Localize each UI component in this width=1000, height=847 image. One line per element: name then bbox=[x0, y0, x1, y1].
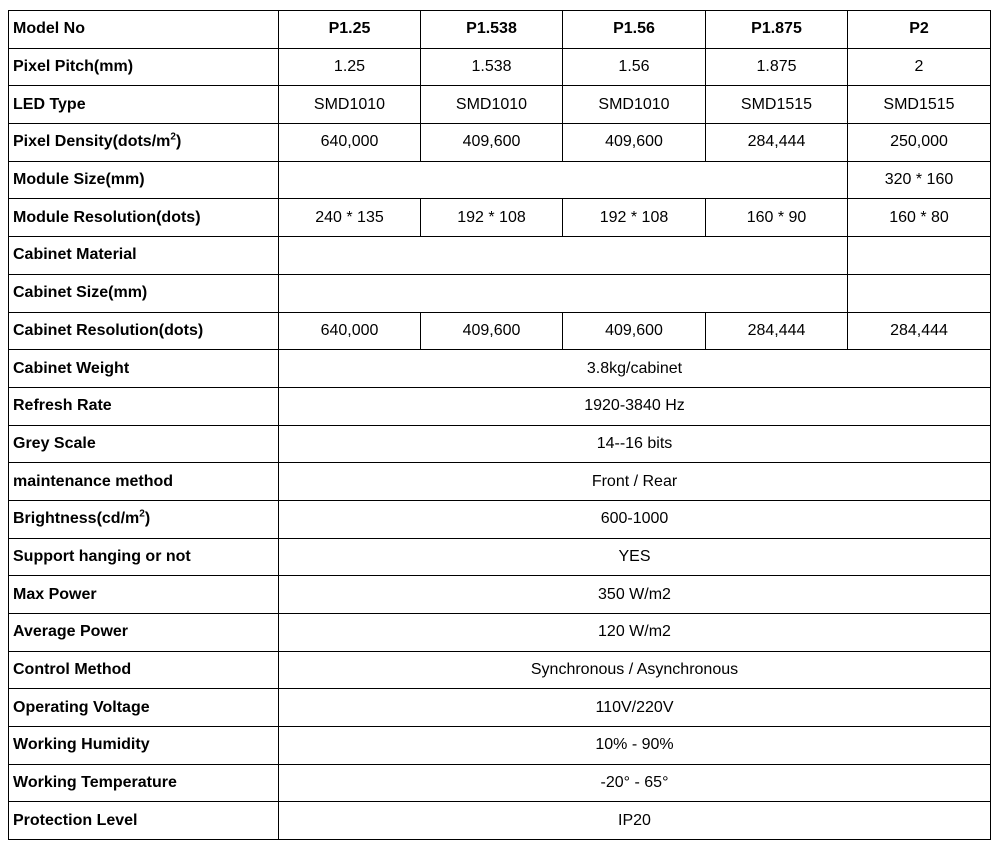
table-row bbox=[9, 727, 991, 765]
table-row bbox=[9, 802, 991, 840]
merged-cell: Front / Rear bbox=[279, 463, 991, 501]
row-label bbox=[9, 500, 279, 538]
merged-cell bbox=[279, 161, 848, 199]
table-row bbox=[9, 614, 991, 652]
table-cell: 284,444 bbox=[706, 124, 848, 162]
table-cell: 1.56 bbox=[563, 48, 706, 86]
merged-cell bbox=[279, 237, 848, 275]
superscript: 2 bbox=[170, 132, 176, 144]
model-no-label: Model No bbox=[9, 11, 279, 49]
table-row bbox=[9, 124, 991, 162]
merged-cell bbox=[279, 274, 848, 312]
row-label-text: Pixel Density(dots/m bbox=[13, 133, 171, 151]
table-cell: 284,444 bbox=[848, 312, 991, 350]
row-label: Module Size(mm) bbox=[9, 161, 279, 199]
row-label: Protection Level bbox=[9, 802, 279, 840]
merged-cell: 3.8kg/cabinet bbox=[279, 350, 991, 388]
table-row bbox=[9, 764, 991, 802]
table-cell: 240 * 135 bbox=[279, 199, 421, 237]
table-row bbox=[9, 48, 991, 86]
table-row bbox=[9, 651, 991, 689]
table-cell: 284,444 bbox=[706, 312, 848, 350]
table-cell: SMD1515 bbox=[848, 86, 991, 124]
model-header: P1.56 bbox=[563, 11, 706, 49]
table-row bbox=[9, 425, 991, 463]
table-cell: 1.25 bbox=[279, 48, 421, 86]
row-label: Average Power bbox=[9, 614, 279, 652]
table-row bbox=[9, 387, 991, 425]
table-cell bbox=[848, 274, 991, 312]
merged-cell: 600-1000 bbox=[279, 500, 991, 538]
table-cell: 640,000 bbox=[279, 312, 421, 350]
row-label: maintenance method bbox=[9, 463, 279, 501]
row-label-suffix: ) bbox=[144, 510, 151, 528]
table-cell: 409,600 bbox=[563, 312, 706, 350]
header-row bbox=[9, 11, 991, 49]
table-row bbox=[9, 538, 991, 576]
table-cell: 160 * 80 bbox=[848, 199, 991, 237]
table-row bbox=[9, 500, 991, 538]
row-label bbox=[9, 124, 279, 162]
row-label: Cabinet Size(mm) bbox=[9, 274, 279, 312]
spec-table bbox=[8, 10, 991, 840]
merged-cell: IP20 bbox=[279, 802, 991, 840]
merged-cell: -20° - 65° bbox=[279, 764, 991, 802]
merged-cell: Synchronous / Asynchronous bbox=[279, 651, 991, 689]
table-row bbox=[9, 86, 991, 124]
table-cell: 250,000 bbox=[848, 124, 991, 162]
table-cell: 1.875 bbox=[706, 48, 848, 86]
table-row bbox=[9, 199, 991, 237]
merged-cell: 110V/220V bbox=[279, 689, 991, 727]
table-cell: SMD1515 bbox=[706, 86, 848, 124]
table-cell: SMD1010 bbox=[279, 86, 421, 124]
model-header: P1.875 bbox=[706, 11, 848, 49]
merged-cell: 10% - 90% bbox=[279, 727, 991, 765]
table-cell: 409,600 bbox=[421, 312, 563, 350]
table-row bbox=[9, 463, 991, 501]
table-cell: SMD1010 bbox=[563, 86, 706, 124]
row-label: Refresh Rate bbox=[9, 387, 279, 425]
table-row bbox=[9, 576, 991, 614]
table-row bbox=[9, 237, 991, 275]
table-cell: 192 * 108 bbox=[563, 199, 706, 237]
model-header: P2 bbox=[848, 11, 991, 49]
table-cell: 409,600 bbox=[563, 124, 706, 162]
table-row bbox=[9, 161, 991, 199]
row-label: Cabinet Weight bbox=[9, 350, 279, 388]
superscript: 2 bbox=[139, 508, 145, 520]
row-label: LED Type bbox=[9, 86, 279, 124]
row-label: Max Power bbox=[9, 576, 279, 614]
table-row bbox=[9, 689, 991, 727]
row-label: Support hanging or not bbox=[9, 538, 279, 576]
merged-cell: 350 W/m2 bbox=[279, 576, 991, 614]
table-cell bbox=[848, 237, 991, 275]
merged-cell: 120 W/m2 bbox=[279, 614, 991, 652]
table-row bbox=[9, 274, 991, 312]
row-label: Control Method bbox=[9, 651, 279, 689]
table-row bbox=[9, 350, 991, 388]
table-cell: 160 * 90 bbox=[706, 199, 848, 237]
row-label: Cabinet Material bbox=[9, 237, 279, 275]
row-label-text: Brightness(cd/m bbox=[13, 510, 140, 528]
table-cell: 409,600 bbox=[421, 124, 563, 162]
row-label: Grey Scale bbox=[9, 425, 279, 463]
merged-cell: YES bbox=[279, 538, 991, 576]
table-cell: 640,000 bbox=[279, 124, 421, 162]
row-label: Module Resolution(dots) bbox=[9, 199, 279, 237]
table-cell: 192 * 108 bbox=[421, 199, 563, 237]
row-label: Operating Voltage bbox=[9, 689, 279, 727]
model-header: P1.538 bbox=[421, 11, 563, 49]
row-label-suffix: ) bbox=[175, 133, 182, 151]
row-label: Cabinet Resolution(dots) bbox=[9, 312, 279, 350]
model-header: P1.25 bbox=[279, 11, 421, 49]
table-cell: SMD1010 bbox=[421, 86, 563, 124]
row-label: Pixel Pitch(mm) bbox=[9, 48, 279, 86]
table-cell: 320 * 160 bbox=[848, 161, 991, 199]
table-row bbox=[9, 312, 991, 350]
table-cell: 2 bbox=[848, 48, 991, 86]
row-label: Working Humidity bbox=[9, 727, 279, 765]
merged-cell: 14--16 bits bbox=[279, 425, 991, 463]
row-label: Working Temperature bbox=[9, 764, 279, 802]
table-cell: 1.538 bbox=[421, 48, 563, 86]
merged-cell: 1920-3840 Hz bbox=[279, 387, 991, 425]
